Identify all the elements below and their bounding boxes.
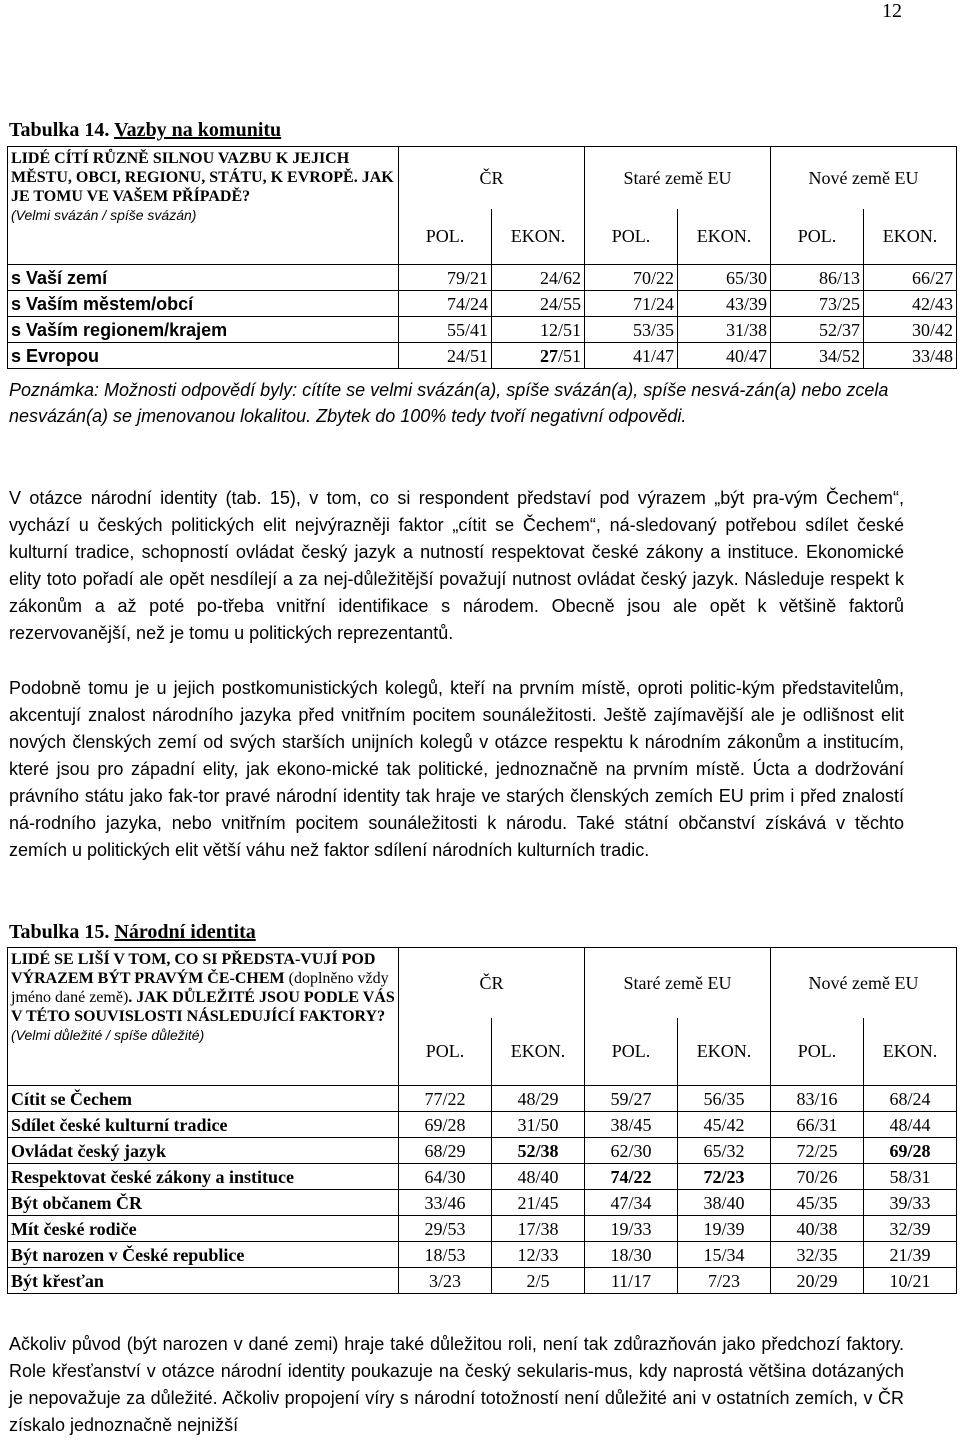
table14-subcol: POL. xyxy=(399,209,492,265)
row-label: Být křesťan xyxy=(8,1268,399,1294)
page-number: 12 xyxy=(882,0,902,22)
row-label: Mít české rodiče xyxy=(8,1216,399,1242)
table15-subcol: EKON. xyxy=(492,1018,585,1086)
table14-subcol: EKON. xyxy=(678,209,771,265)
paragraph-2: Podobně tomu je u jejich postkomunistických kolegů, kteří na prvním místě, oproti politic-kým představitelům, akcentují znalost národního jazyka před vnitřním pocitem sounáležitosti. Ještě zajímavější ale je odlišnost elit nových členských zemí od svých starších unijních kolegů v otázce respektu k národním zákonům a institucím, které jsou pro západní elity, jak ekono-mické tak politické, jednoznačně na prvním místě. Úcta a dodržování právního státu jako fak-tor pravé národní identity tak hraje ve starých členských zemích EU prim i před znalostí ná-rodního jazyka, nebo vnitřním pocitem sounáležitosti k národu. Také státní občanství získává v těchto zemích u politických elit větší váhu než faktor sdílení národních kulturních tradic. xyxy=(9,678,904,860)
table-row xyxy=(8,1164,957,1190)
table-cell: 3/23 xyxy=(399,1268,492,1294)
table-row xyxy=(8,1086,957,1112)
table14-group-old-eu: Staré země EU xyxy=(585,147,771,209)
table15-subcol: POL. xyxy=(585,1018,678,1086)
table-cell: 30/42 xyxy=(864,317,957,343)
table-cell: 21/39 xyxy=(864,1242,957,1268)
table14-subcol: POL. xyxy=(771,209,864,265)
table-cell: 38/40 xyxy=(678,1190,771,1216)
table-cell: 62/30 xyxy=(585,1138,678,1164)
table15-header-normal: (doplněno vždy jméno dané země) xyxy=(11,970,389,1006)
table-row xyxy=(8,265,957,291)
table-cell: 47/34 xyxy=(585,1190,678,1216)
table14-caption-prefix: Tabulka 14. xyxy=(9,119,110,141)
table-row xyxy=(8,343,957,369)
table-cell: 48/29 xyxy=(492,1086,585,1112)
table-cell: 19/33 xyxy=(585,1216,678,1242)
row-label: s Evropou xyxy=(8,343,399,369)
table-cell: 24/62 xyxy=(492,265,585,291)
table-cell: 34/52 xyxy=(771,343,864,369)
table-cell: 70/26 xyxy=(771,1164,864,1190)
table-cell: 40/38 xyxy=(771,1216,864,1242)
table14-group-cr: ČR xyxy=(399,147,585,209)
table-row xyxy=(8,1112,957,1138)
table-cell: 19/39 xyxy=(678,1216,771,1242)
table-row xyxy=(8,1138,957,1164)
table-cell: 79/21 xyxy=(399,265,492,291)
paragraph-3: Ačkoliv původ (být narozen v dané zemi) hraje také důležitou roli, není tak zdůrazňován jako předchozí faktory. Role křesťanství v otázce národní identity poukazuje na český sekularis-mus, kdy naprostá většina dotázaných je nepovažuje za důležité. Ačkoliv propojení víry s národní totožností není důležité ani v ostatních zemích, v ČR získalo jednoznačně nejnižší xyxy=(9,1334,904,1435)
table15-group-new-eu: Nové země EU xyxy=(771,948,957,1018)
table-cell: 12/33 xyxy=(492,1242,585,1268)
table14-caption xyxy=(9,119,281,142)
table-cell: 86/13 xyxy=(771,265,864,291)
table-cell: 72/23 xyxy=(678,1164,771,1190)
table-cell xyxy=(492,343,585,369)
table-cell: 74/22 xyxy=(585,1164,678,1190)
row-label: Ovládat český jazyk xyxy=(8,1138,399,1164)
table14-group-new-eu: Nové země EU xyxy=(771,147,957,209)
bold-value: 27 xyxy=(539,345,558,366)
table-cell: 71/24 xyxy=(585,291,678,317)
table-cell: 73/25 xyxy=(771,291,864,317)
table15-subcol: POL. xyxy=(771,1018,864,1086)
table-row xyxy=(8,1216,957,1242)
table15 xyxy=(7,947,957,1294)
table-row xyxy=(8,317,957,343)
table-cell: 12/51 xyxy=(492,317,585,343)
table15-subcol: EKON. xyxy=(678,1018,771,1086)
table-cell: 15/34 xyxy=(678,1242,771,1268)
table-cell: 65/30 xyxy=(678,265,771,291)
table-cell: 10/21 xyxy=(864,1268,957,1294)
table-cell: 72/25 xyxy=(771,1138,864,1164)
table15-group-cr: ČR xyxy=(399,948,585,1018)
table14-header-sub: (Velmi svázán / spíše svázán) xyxy=(11,207,197,223)
table15-header-bold2: . JAK DŮLEŽITÉ JSOU PODLE VÁS V TÉTO SOUVISLOSTI NÁSLEDUJÍCÍ FAKTORY? xyxy=(11,989,395,1025)
table-cell: 2/5 xyxy=(492,1268,585,1294)
table-cell: 11/17 xyxy=(585,1268,678,1294)
table-cell: 69/28 xyxy=(864,1138,957,1164)
table15-header-cell xyxy=(8,948,399,1086)
table-cell: 68/24 xyxy=(864,1086,957,1112)
table-cell: 55/41 xyxy=(399,317,492,343)
row-label: s Vaší zemí xyxy=(8,265,399,291)
table14-header-text: LIDÉ CÍTÍ RŮZNĚ SILNOU VAZBU K JEJICH MĚSTU, OBCI, REGIONU, STÁTU, K EVROPĚ. JAK JE TOMU VE VAŠEM PŘÍPADĚ? xyxy=(11,150,394,205)
row-label: Cítit se Čechem xyxy=(8,1086,399,1112)
table14-note: Poznámka: Možnosti odpovědí byly: cítíte se velmi svázán(a), spíše svázán(a), spíše nesvá-zán(a) nebo zcela nesvázán(a) se jmenovanou lokalitou. Zbytek do 100% tedy tvoří negativní odpovědi. xyxy=(9,380,889,426)
table-row xyxy=(8,1242,957,1268)
table-cell: 29/53 xyxy=(399,1216,492,1242)
table-cell: 38/45 xyxy=(585,1112,678,1138)
table-cell: 48/44 xyxy=(864,1112,957,1138)
table-cell: 18/53 xyxy=(399,1242,492,1268)
row-label: s Vaším městem/obcí xyxy=(8,291,399,317)
table-cell: 40/47 xyxy=(678,343,771,369)
table-cell: 70/22 xyxy=(585,265,678,291)
table-cell: 24/55 xyxy=(492,291,585,317)
table-cell: 64/30 xyxy=(399,1164,492,1190)
table14 xyxy=(7,146,957,369)
table-cell: 32/39 xyxy=(864,1216,957,1242)
table-cell: 18/30 xyxy=(585,1242,678,1268)
table15-subcol: EKON. xyxy=(864,1018,957,1086)
table-cell: 45/42 xyxy=(678,1112,771,1138)
table15-caption-prefix: Tabulka 15. xyxy=(9,921,110,943)
table-cell: 58/31 xyxy=(864,1164,957,1190)
table-cell: 20/29 xyxy=(771,1268,864,1294)
table-cell: 59/27 xyxy=(585,1086,678,1112)
table-cell: 53/35 xyxy=(585,317,678,343)
table-cell: 52/38 xyxy=(492,1138,585,1164)
table-cell: 69/28 xyxy=(399,1112,492,1138)
table-cell: 56/35 xyxy=(678,1086,771,1112)
table14-subcol: EKON. xyxy=(864,209,957,265)
table-cell: 41/47 xyxy=(585,343,678,369)
value-rest: /51 xyxy=(557,345,581,366)
row-label: Sdílet české kulturní tradice xyxy=(8,1112,399,1138)
table-cell: 33/48 xyxy=(864,343,957,369)
table-cell: 77/22 xyxy=(399,1086,492,1112)
table-cell: 66/31 xyxy=(771,1112,864,1138)
table14-caption-title: Vazby na komunitu xyxy=(114,119,282,141)
table15-caption-title: Národní identita xyxy=(114,921,256,943)
table-cell: 65/32 xyxy=(678,1138,771,1164)
table-cell: 43/39 xyxy=(678,291,771,317)
table-cell: 33/46 xyxy=(399,1190,492,1216)
table15-group-old-eu: Staré země EU xyxy=(585,948,771,1018)
table15-header-sub: (Velmi důležité / spíše důležité) xyxy=(11,1027,205,1043)
table-cell: 7/23 xyxy=(678,1268,771,1294)
table14-subcol: EKON. xyxy=(492,209,585,265)
table-row xyxy=(8,1268,957,1294)
table-cell: 68/29 xyxy=(399,1138,492,1164)
table14-header-cell xyxy=(8,147,399,265)
paragraph-1: V otázce národní identity (tab. 15), v tom, co si respondent představí pod výrazem „být pra-vým Čechem“, vychází u českých politických elit nejvýrazněji faktor „cítit se Čechem“, ná-sledovaný potřebou sdílet české kulturní tradice, schopností ovládat český jazyk a nutností respektovat české zákony a instituce. Ekonomické elity toto pořadí ale opět nesdílejí a za nej-důležitější považují nutnost ovládat český jazyk. Následuje respekt k zákonům a až poté po-třeba vnitřní identifikace s národem. Obecně jsou ale opět k většině faktorů rezervovanější, než je tomu u politických reprezentantů. xyxy=(9,488,904,643)
table-cell: 21/45 xyxy=(492,1190,585,1216)
table-cell: 32/35 xyxy=(771,1242,864,1268)
table-cell: 48/40 xyxy=(492,1164,585,1190)
table-cell: 31/50 xyxy=(492,1112,585,1138)
row-label: Respektovat české zákony a instituce xyxy=(8,1164,399,1190)
table-cell: 17/38 xyxy=(492,1216,585,1242)
table-cell: 74/24 xyxy=(399,291,492,317)
table-cell: 42/43 xyxy=(864,291,957,317)
table-row xyxy=(8,1190,957,1216)
table-cell: 45/35 xyxy=(771,1190,864,1216)
table15-subcol: POL. xyxy=(399,1018,492,1086)
table15-caption xyxy=(9,921,256,944)
row-label: Být narozen v České republice xyxy=(8,1242,399,1268)
table-cell: 52/37 xyxy=(771,317,864,343)
table-cell: 31/38 xyxy=(678,317,771,343)
table-cell: 24/51 xyxy=(399,343,492,369)
row-label: Být občanem ČR xyxy=(8,1190,399,1216)
table-cell: 83/16 xyxy=(771,1086,864,1112)
row-label: s Vaším regionem/krajem xyxy=(8,317,399,343)
table-cell: 39/33 xyxy=(864,1190,957,1216)
table14-subcol: POL. xyxy=(585,209,678,265)
table15-header-bold1: LIDÉ SE LIŠÍ V TOM, CO SI PŘEDSTA-VUJÍ POD VÝRAZEM BÝT PRAVÝM ČE-CHEM xyxy=(11,951,376,987)
table-row xyxy=(8,291,957,317)
table-cell: 66/27 xyxy=(864,265,957,291)
